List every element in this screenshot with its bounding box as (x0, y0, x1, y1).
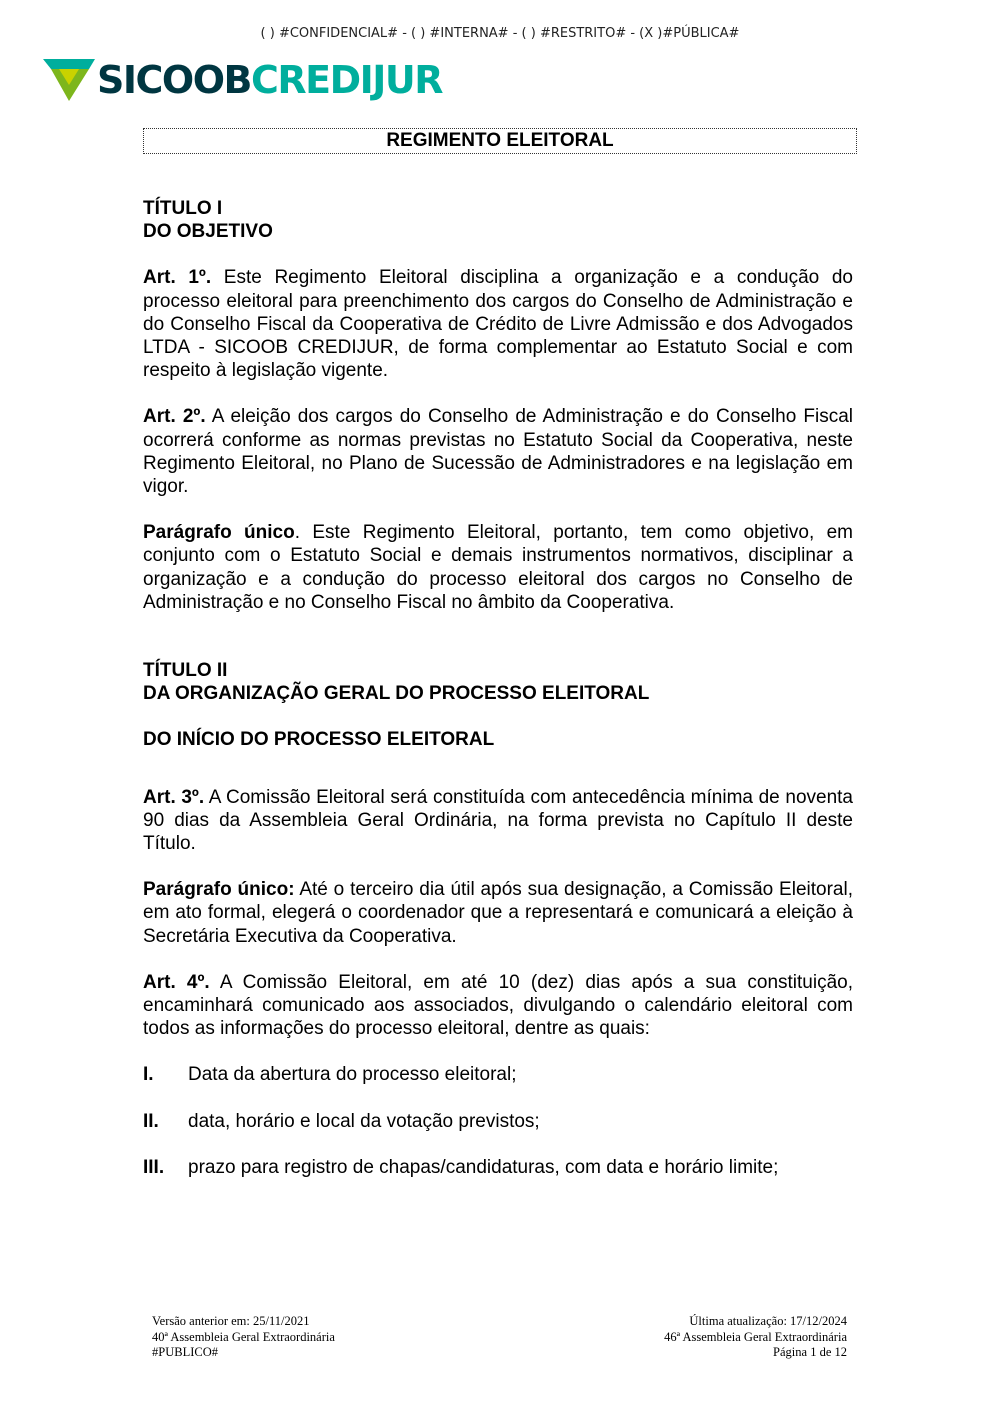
logo-wordmark (97, 57, 442, 103)
paragraph-unico-2 (143, 878, 853, 948)
paragraph-unico-1-label: Parágrafo único (143, 522, 295, 544)
page-footer (152, 1314, 847, 1361)
footer-classification: #PUBLICO# (152, 1345, 218, 1359)
titulo1-heading: TÍTULO I (143, 198, 223, 219)
article-3-label: Art. 3º. (143, 786, 205, 808)
list-item-text: prazo para registro de chapas/candidaturas, com data e horário limite; (188, 1156, 779, 1178)
titulo1-subheading: DO OBJETIVO (143, 221, 273, 243)
article-2 (143, 405, 853, 498)
section-heading: DO INÍCIO DO PROCESSO ELEITORAL (143, 729, 495, 751)
list-item-text: data, horário e local da votação previstos; (188, 1110, 540, 1132)
list-item (143, 1156, 853, 1179)
footer-left (152, 1314, 335, 1361)
list-item (143, 1110, 853, 1133)
article-1-label: Art. 1º. (143, 267, 212, 289)
article-3-text: A Comissão Eleitoral será constituída com antecedência mínima de noventa 90 dias da Assembleia Geral Ordinária, na forma prevista no Capítulo II deste Título. (143, 786, 853, 855)
article-4-text: A Comissão Eleitoral, em até 10 (dez) dias após a sua constituição, encaminhará comunicado aos associados, divulgando o calendário eleitoral com todos as informações do processo eleitoral, dentre as quais: (143, 971, 853, 1040)
footer-current-assembly: 46ª Assembleia Geral Extraordinária (664, 1329, 847, 1344)
paragraph-unico-2-label: Parágrafo único: (143, 879, 295, 901)
article-1 (143, 266, 853, 382)
sicoob-credijur-logo (43, 57, 442, 103)
logo-sicoob-text: SICOOB (97, 58, 251, 102)
document-title: REGIMENTO ELEITORAL (143, 128, 857, 154)
paragraph-unico-1 (143, 521, 853, 614)
footer-previous-assembly: 40ª Assembleia Geral Extraordinária (152, 1329, 335, 1344)
classification-header: ( ) #CONFIDENCIAL# - ( ) #INTERNA# - ( ) #RESTRITO# - (X )#PÚBLICA# (260, 26, 740, 41)
footer-right (664, 1314, 847, 1361)
article-4-label: Art. 4º. (143, 971, 210, 993)
article-3 (143, 786, 853, 856)
document-body (143, 197, 853, 1179)
article-2-label: Art. 2º. (143, 406, 206, 428)
logo-credijur-text: CREDIJUR (250, 58, 443, 102)
list-item (143, 1063, 853, 1086)
paragraph-unico-1-text: . Este Regimento Eleitoral, portanto, tem como objetivo, em conjunto com o Estatuto Social e demais instrumentos normativos, disciplinar a organização e a condução do processo eleitoral dos cargos no Conselho de Administração e no Conselho Fiscal no âmbito da Cooperativa. (143, 522, 853, 613)
titulo2-heading: TÍTULO II (143, 660, 228, 682)
paragraph-unico-2-text: Até o terceiro dia útil após sua designação, a Comissão Eleitoral, em ato formal, elegerá o coordenador que a representará e comunicará a eleição à Secretária Executiva da Cooperativa. (143, 879, 853, 947)
article-1-text: Este Regimento Eleitoral disciplina a organização e a condução do processo eleitoral para preenchimento dos cargos do Conselho de Administração e do Conselho Fiscal da Cooperativa de Crédito de Livre Admissão e dos Advogados LTDA - SICOOB CREDIJUR, de forma complementar ao Estatuto Social e com respeito à legislação vigente. (143, 267, 853, 382)
list-item-number: I. (143, 1064, 154, 1086)
list-item-text: Data da abertura do processo eleitoral; (188, 1064, 517, 1086)
sicoob-logo-icon (43, 57, 95, 103)
footer-page-number: Página 1 de 12 (773, 1345, 847, 1359)
article-4 (143, 971, 853, 1041)
list-item-number: II. (143, 1110, 159, 1132)
footer-previous-version: Versão anterior em: 25/11/2021 (152, 1314, 310, 1328)
list-item-number: III. (143, 1156, 165, 1178)
article-2-text: A eleição dos cargos do Conselho de Administração e do Conselho Fiscal ocorrerá conforme as normas previstas no Estatuto Social da Cooperativa, neste Regimento Eleitoral, no Plano de Sucessão de Administradores e na legislação em vigor. (143, 406, 854, 498)
titulo2-subheading: DA ORGANIZAÇÃO GERAL DO PROCESSO ELEITORAL (143, 683, 650, 705)
footer-last-update: Última atualização: 17/12/2024 (689, 1314, 847, 1328)
